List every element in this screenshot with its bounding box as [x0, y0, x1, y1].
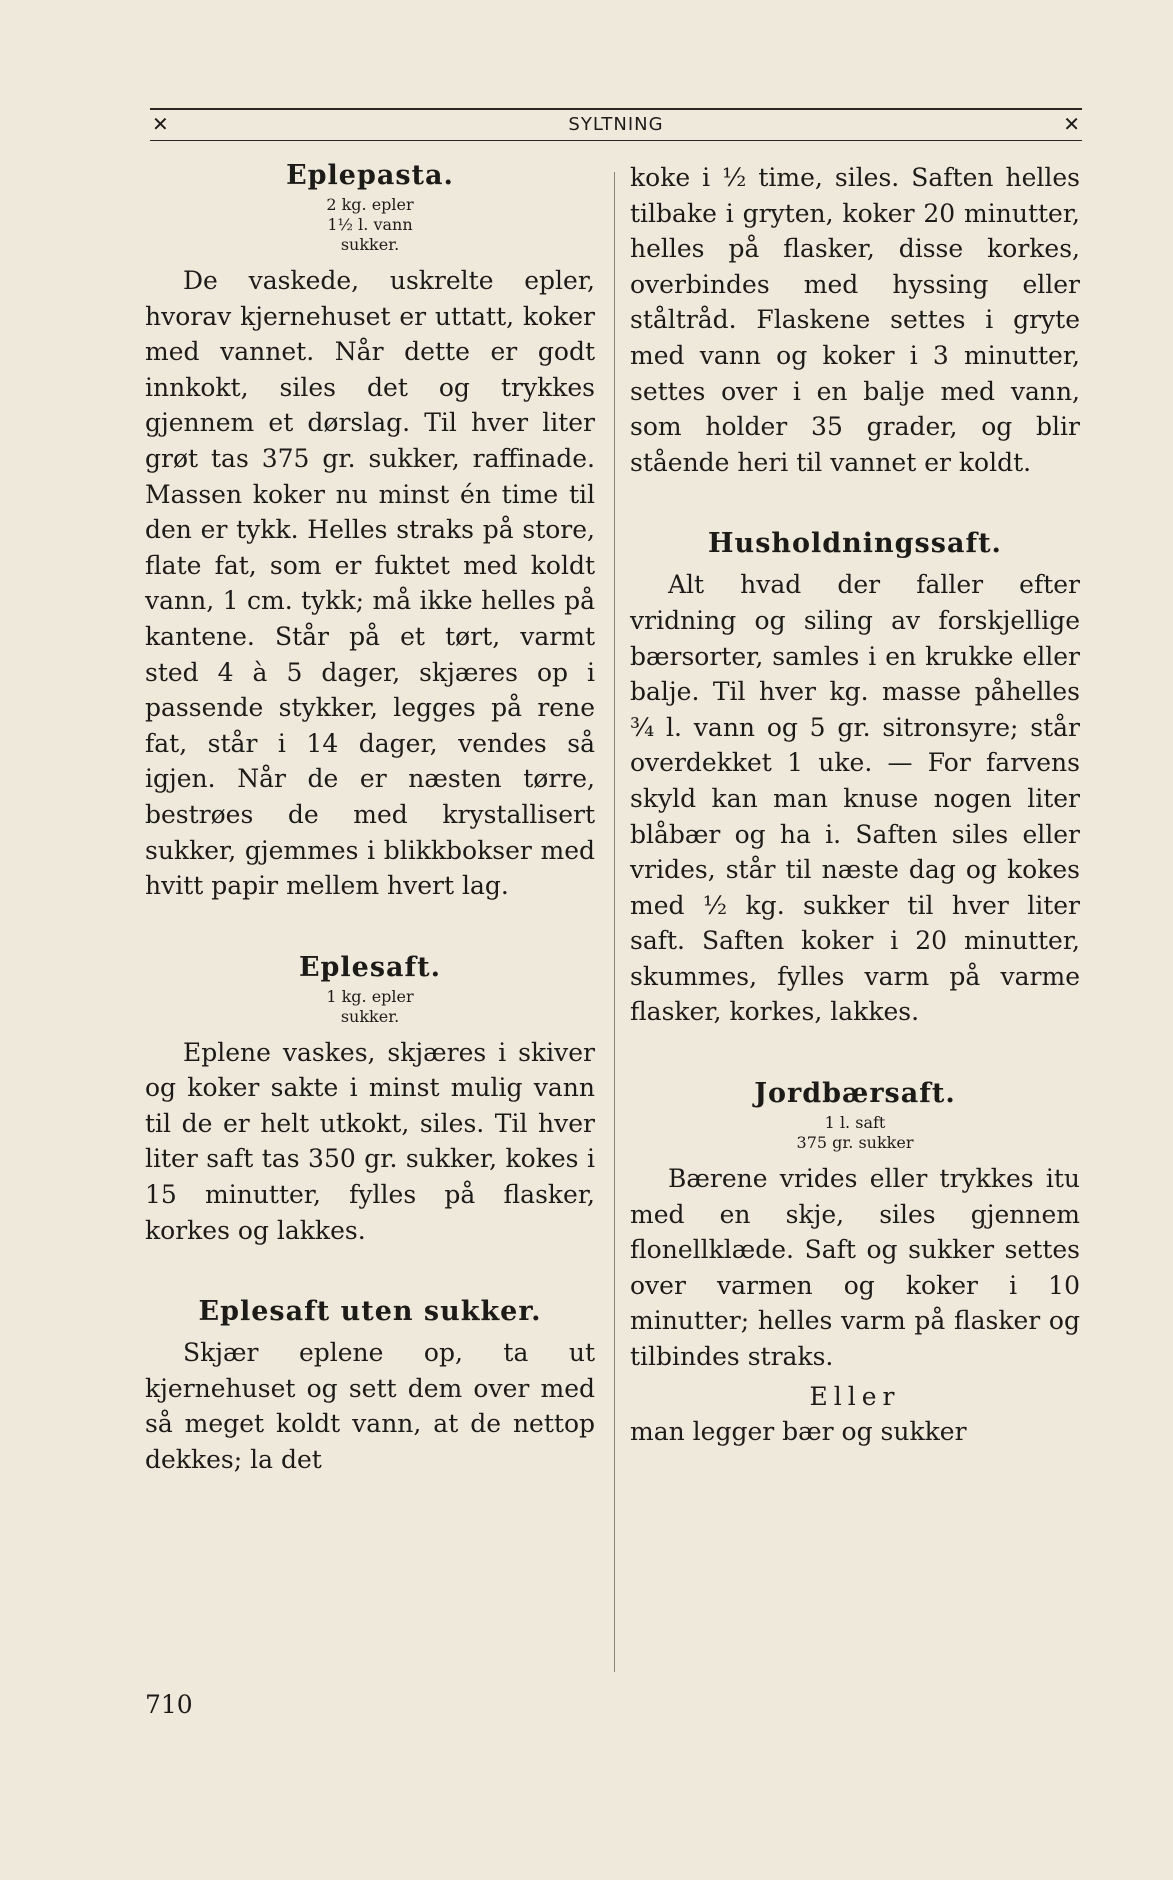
ingredient: 375 gr. sukker: [796, 1133, 914, 1153]
ingredient: 1 l. saft: [824, 1113, 886, 1133]
ingredient-list: [145, 987, 595, 1027]
spacer: [630, 1030, 1080, 1078]
recipe-eplesaft: [145, 952, 595, 1249]
recipe-text-continues: man legger bær og sukker: [630, 1417, 967, 1447]
ingredient: 1½ l. vann: [327, 215, 413, 234]
recipe-title: Jordbærsaft.: [754, 1078, 956, 1110]
recipe-jordbaersaft: [630, 1078, 1080, 1450]
header-ornament-right: ✕: [1063, 112, 1080, 136]
ingredient: sukker.: [340, 235, 400, 254]
ingredient-list: [145, 195, 595, 255]
ingredient: 2 kg. epler: [326, 195, 414, 214]
recipe-eplepasta: [145, 160, 595, 904]
recipe-title: Eplepasta.: [286, 160, 454, 191]
spacer: [630, 480, 1080, 528]
header-title: SYLTNING: [568, 114, 664, 135]
ingredient: sukker.: [340, 1006, 400, 1026]
spacer: [145, 904, 595, 952]
recipe-eplesaft-uten-sukker: [145, 1296, 595, 1477]
recipe-text: Alt hvad der faller efter vridning og siling av forskjellige bærsorter, samles i en krukke eller balje. Til hver kg. masse påhelles ¾ l. vann og 5 gr. sitronsyre; står overdekket 1 uke. — For farvens skyld kan man knuse nogen liter blåbær og ha i. Saften siles eller vrides, står til næste dag og kokes med ½ kg. sukker til hver liter saft. Saften koker i 20 minutter, skummes, fylles varm på varme flasker, korkes, lakkes.: [630, 570, 1080, 1027]
ingredient: 1 kg. epler: [326, 986, 414, 1006]
column-divider: [614, 172, 615, 1672]
recipe-title: Husholdningssaft.: [708, 528, 1002, 560]
variant-heading: Eller: [809, 1381, 901, 1411]
recipe-title: Eplesaft.: [298, 951, 442, 983]
header-ornament-left: ✕: [152, 112, 169, 136]
right-column: [630, 160, 1080, 1450]
page-number: 710: [145, 1690, 193, 1719]
left-column: [145, 160, 595, 1478]
recipe-title: Eplesaft uten sukker.: [198, 1296, 542, 1328]
spacer: [145, 1248, 595, 1296]
recipe-husholdningssaft: [630, 528, 1080, 1030]
recipe-text: Eplene vaskes, skjæres i skiver og koker sakte i minst mulig vann til de er helt utkokt, siles. Til hver liter saft tas 350 gr. sukker, kokes i 15 minutter, fylles på flasker, korkes og lakkes.: [145, 1037, 595, 1245]
ingredient-list: [630, 1113, 1080, 1153]
recipe-text: Bærene vrides eller trykkes itu med en skje, siles gjennem flonellklæde. Saft og sukker settes over varmen og koker i 10 minutter; helles varm på flasker og tilbindes straks.: [630, 1164, 1080, 1372]
recipe-text: Skjær eplene op, ta ut kjernehuset og sett dem over med så meget koldt vann, at de nettop dekkes; la det: [145, 1338, 595, 1475]
continued-text: koke i ½ time, siles. Saften helles tilbake i gryten, koker 20 minutter, helles på flasker, disse korkes, overbindes med hyssing eller ståltråd. Flaskene settes i gryte med vann og koker i 3 minutter, settes over i en balje med vann, som holder 35 grader, og blir stående heri til vannet er koldt.: [630, 163, 1080, 477]
recipe-text: De vaskede, uskrelte epler, hvorav kjernehuset er uttatt, koker med vannet. Når dette er godt innkokt, siles det og trykkes gjennem et dørslag. Til hver liter grøt tas 375 gr. sukker, raffinade. Massen koker nu minst én time til den er tykk. Helles straks på store, flate fat, som er fuktet med koldt vann, 1 cm. tykk; må ikke helles på kantene. Står på et tørt, varmt sted 4 à 5 dager, skjæres op i passende stykker, legges på rene fat, står i 14 dager, vendes så igjen. Når de er næsten tørre, bestrøes de med krystallisert sukker, gjemmes i blikkbokser med hvitt papir mellem hvert lag.: [145, 266, 595, 901]
running-header: [150, 108, 1082, 141]
